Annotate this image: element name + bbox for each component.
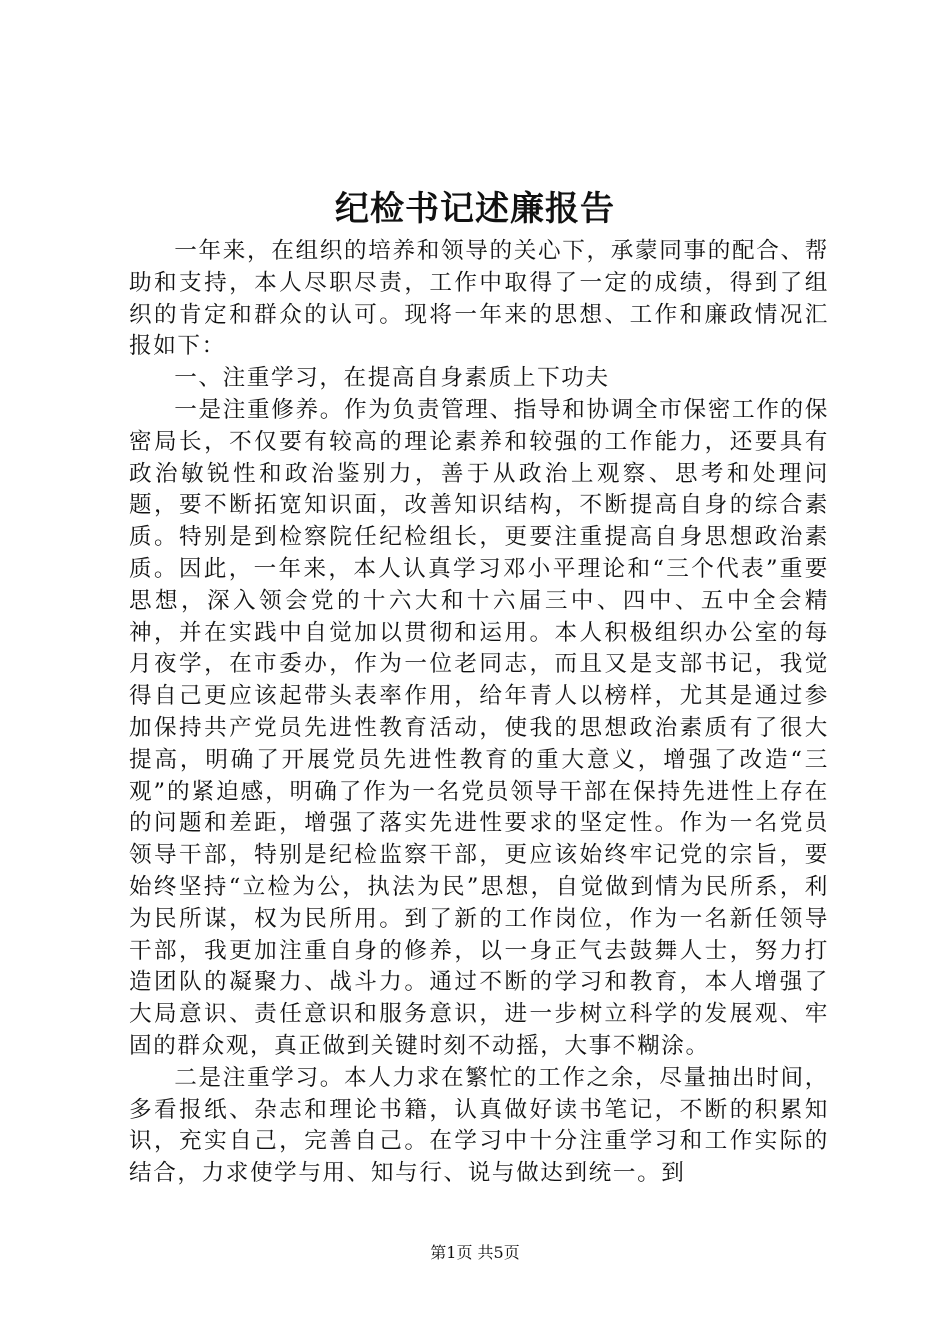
section-heading: 一、注重学习，在提高自身素质上下功夫 bbox=[174, 365, 610, 392]
document-title: 纪检书记述廉报告 bbox=[335, 189, 615, 229]
paragraph-cultivation: 一是注重修养。作为负责管理、指导和协调全市保密工作的保密局长，不仅要有较高的理论素养和较强的工作能力，还要具有政治敏锐性和政治鉴别力，善于从政治上观察、思考和处理问题，要不断拓宽知识面，改善知识结构，不断提高自身的综合素质。特别是到检察院任纪检组长，更要注重提高自身思想政治素质。因此，一年来，本人认真学习邓小平理论和“三个代表”重要思想，深入领会党的十六大和十六届三中、四中、五中全会精神，并在实践中自觉加以贯彻和运用。本人积极组织办公室的每月夜学，在市委办，作为一位老同志，而且又是支部书记，我觉得自己更应该起带头表率作用，给年青人以榜样，尤其是通过参加保持共产党员先进性教育活动，使我的思想政治素质有了很大提高，明确了开展党员先进性教育的重大意义，增强了改造“三观”的紧迫感，明确了作为一名党员领导干部在保持先进性上存在的问题和差距，增强了落实先进性要求的坚定性。作为一名党员领导干部，特别是纪检监察干部，更应该始终牢记党的宗旨，要始终坚持“立检为公，执法为民”思想，自觉做到情为民所系，利为民所谋，权为民所用。到了新的工作岗位，作为一名新任领导干部，我更加注重自身的修养，以一身正气去鼓舞人士，努力打造团队的凝聚力、战斗力。通过不断的学习和教育，本人增强了大局意识、责任意识和服务意识，进一步树立科学的发展观、牢固的群众观，真正做到关键时刻不动摇，大事不糊涂。 bbox=[129, 396, 829, 1059]
paragraph-intro: 一年来，在组织的培养和领导的关心下，承蒙同事的配合、帮助和支持，本人尽职尽责，工作中取得了一定的成绩，得到了组织的肯定和群众的认可。现将一年来的思想、工作和廉政情况汇报如下： bbox=[129, 238, 829, 360]
document-body bbox=[129, 236, 829, 1190]
paragraph-study: 二是注重学习。本人力求在繁忙的工作之余，尽量抽出时间，多看报纸、杂志和理论书籍，认真做好读书笔记，不断的积累知识，充实自己，完善自己。在学习中十分注重学习和工作实际的结合，力求使学与用、知与行、说与做达到统一。到 bbox=[129, 1064, 829, 1187]
page-footer: 第1页 共5页 bbox=[430, 1243, 520, 1262]
